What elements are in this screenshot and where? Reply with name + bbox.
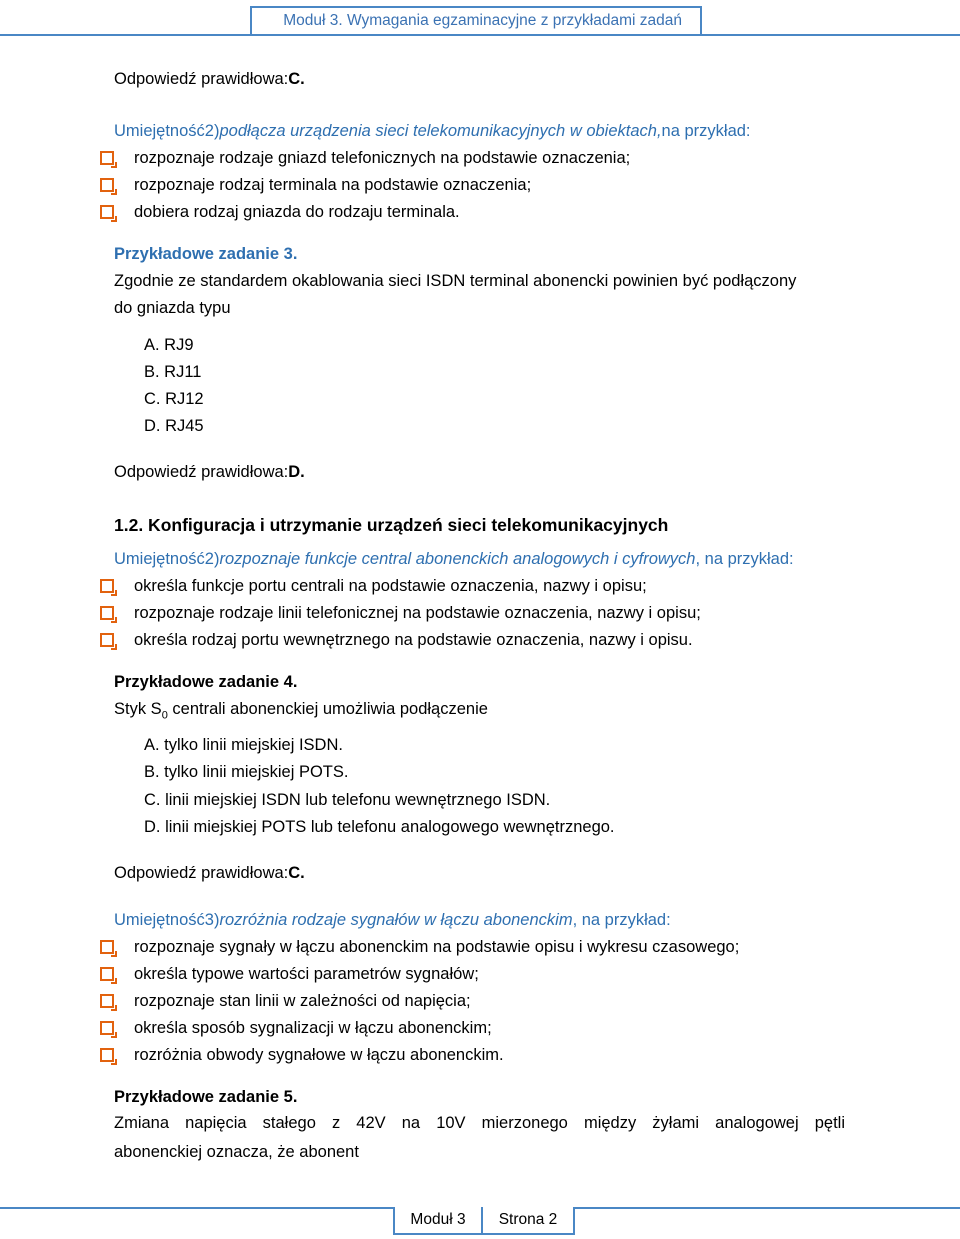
skill-1-item: rozpoznaje rodzaje gniazd telefonicznych na podstawie oznaczenia;	[134, 147, 630, 169]
skill-3-prefix: Umiejętność3)	[114, 911, 220, 929]
answer-4-value: C.	[288, 864, 305, 882]
checkbox-bullet-icon	[100, 205, 114, 219]
skill-2-suffix: , na przykład:	[695, 550, 794, 568]
checkbox-bullet-icon	[100, 1048, 114, 1062]
checkbox-bullet-icon	[100, 151, 114, 165]
task-3-option-b: B. RJ11	[144, 363, 202, 381]
skill-2-heading	[114, 548, 794, 570]
skill-1-italic: podłącza urządzenia sieci telekomunikacyjnych w obiektach,	[219, 122, 662, 140]
task-5-question-line-1: Zmiana napięcia stałego z 42V na 10V mierzonego między żyłami analogowej pętli	[114, 1114, 845, 1132]
section-title: 1.2. Konfiguracja i utrzymanie urządzeń sieci telekomunikacyjnych	[114, 515, 669, 535]
skill-2-item: rozpoznaje rodzaje linii telefonicznej na podstawie oznaczenia, nazwy i opisu;	[134, 602, 701, 624]
footer-module: Moduł 3	[393, 1207, 483, 1235]
task-3-question-line-2: do gniazda typu	[114, 299, 231, 317]
answer-3	[114, 461, 305, 483]
task-3-option-c: C. RJ12	[144, 390, 204, 408]
task-5-title: Przykładowe zadanie 5.	[114, 1088, 298, 1106]
skill-1-prefix: Umiejętność2)	[114, 122, 220, 140]
header-title-text: Moduł 3. Wymagania egzaminacyjne z przykładami zadań	[283, 12, 682, 29]
task-3-option-d: D. RJ45	[144, 417, 204, 435]
answer-1	[114, 68, 305, 90]
answer-4	[114, 862, 305, 884]
skill-3-item: określa sposób sygnalizacji w łączu abonenckim;	[134, 1017, 492, 1039]
skill-1-heading	[114, 120, 751, 142]
checkbox-bullet-icon	[100, 940, 114, 954]
skill-2-item: określa funkcje portu centrali na podstawie oznaczenia, nazwy i opisu;	[134, 575, 647, 597]
task-5-question-line-2: abonenckiej oznacza, że abonent	[114, 1143, 359, 1161]
answer-1-label: Odpowiedź prawidłowa:	[114, 70, 289, 88]
task-4-option-b: B. tylko linii miejskiej POTS.	[144, 763, 349, 781]
answer-1-value: C.	[288, 70, 305, 88]
header-title	[250, 6, 702, 34]
task-4-title: Przykładowe zadanie 4.	[114, 673, 298, 691]
task-3-question-line-1: Zgodnie ze standardem okablowania sieci ISDN terminal abonencki powinien być podłączony	[114, 272, 797, 290]
skill-3-item: rozpoznaje sygnały w łączu abonenckim na podstawie opisu i wykresu czasowego;	[134, 936, 739, 958]
skill-3-item: rozpoznaje stan linii w zależności od napięcia;	[134, 990, 471, 1012]
checkbox-bullet-icon	[100, 178, 114, 192]
checkbox-bullet-icon	[100, 633, 114, 647]
answer-4-label: Odpowiedź prawidłowa:	[114, 864, 289, 882]
skill-1-item: dobiera rodzaj gniazda do rodzaju terminala.	[134, 201, 460, 223]
task-4-option-a: A. tylko linii miejskiej ISDN.	[144, 736, 343, 754]
task-4-question: Styk $S_0$ centrali abonenckiej umożliwia podłączenie	[114, 700, 488, 722]
skill-3-item: określa typowe wartości parametrów sygnałów;	[134, 963, 479, 985]
checkbox-bullet-icon	[100, 967, 114, 981]
skill-2-item: określa rodzaj portu wewnętrznego na podstawie oznaczenia, nazwy i opisu.	[134, 629, 693, 651]
checkbox-bullet-icon	[100, 579, 114, 593]
task-3-title: Przykładowe zadanie 3.	[114, 245, 298, 263]
task-4-option-d: D. linii miejskiej POTS lub telefonu analogowego wewnętrznego.	[144, 818, 615, 836]
checkbox-bullet-icon	[100, 1021, 114, 1035]
task-3-option-a: A. RJ9	[144, 336, 194, 354]
skill-3-item: rozróżnia obwody sygnałowe w łączu abonenckim.	[134, 1044, 504, 1066]
checkbox-bullet-icon	[100, 606, 114, 620]
footer-page-number: Strona 2	[481, 1207, 575, 1235]
skill-3-italic: rozróżnia rodzaje sygnałów w łączu abonenckim	[219, 911, 573, 929]
task-4-option-c: C. linii miejskiej ISDN lub telefonu wewnętrznego ISDN.	[144, 791, 551, 809]
skill-1-item: rozpoznaje rodzaj terminala na podstawie oznaczenia;	[134, 174, 531, 196]
skill-2-prefix: Umiejętność2)	[114, 550, 220, 568]
checkbox-bullet-icon	[100, 994, 114, 1008]
skill-3-heading	[114, 909, 671, 931]
skill-2-italic: rozpoznaje funkcje central abonenckich analogowych i cyfrowych	[219, 550, 696, 568]
answer-3-label: Odpowiedź prawidłowa:	[114, 463, 289, 481]
skill-1-suffix: na przykład:	[661, 122, 751, 140]
answer-3-value: D.	[288, 463, 305, 481]
header-rule	[0, 34, 960, 36]
skill-3-suffix: , na przykład:	[572, 911, 671, 929]
